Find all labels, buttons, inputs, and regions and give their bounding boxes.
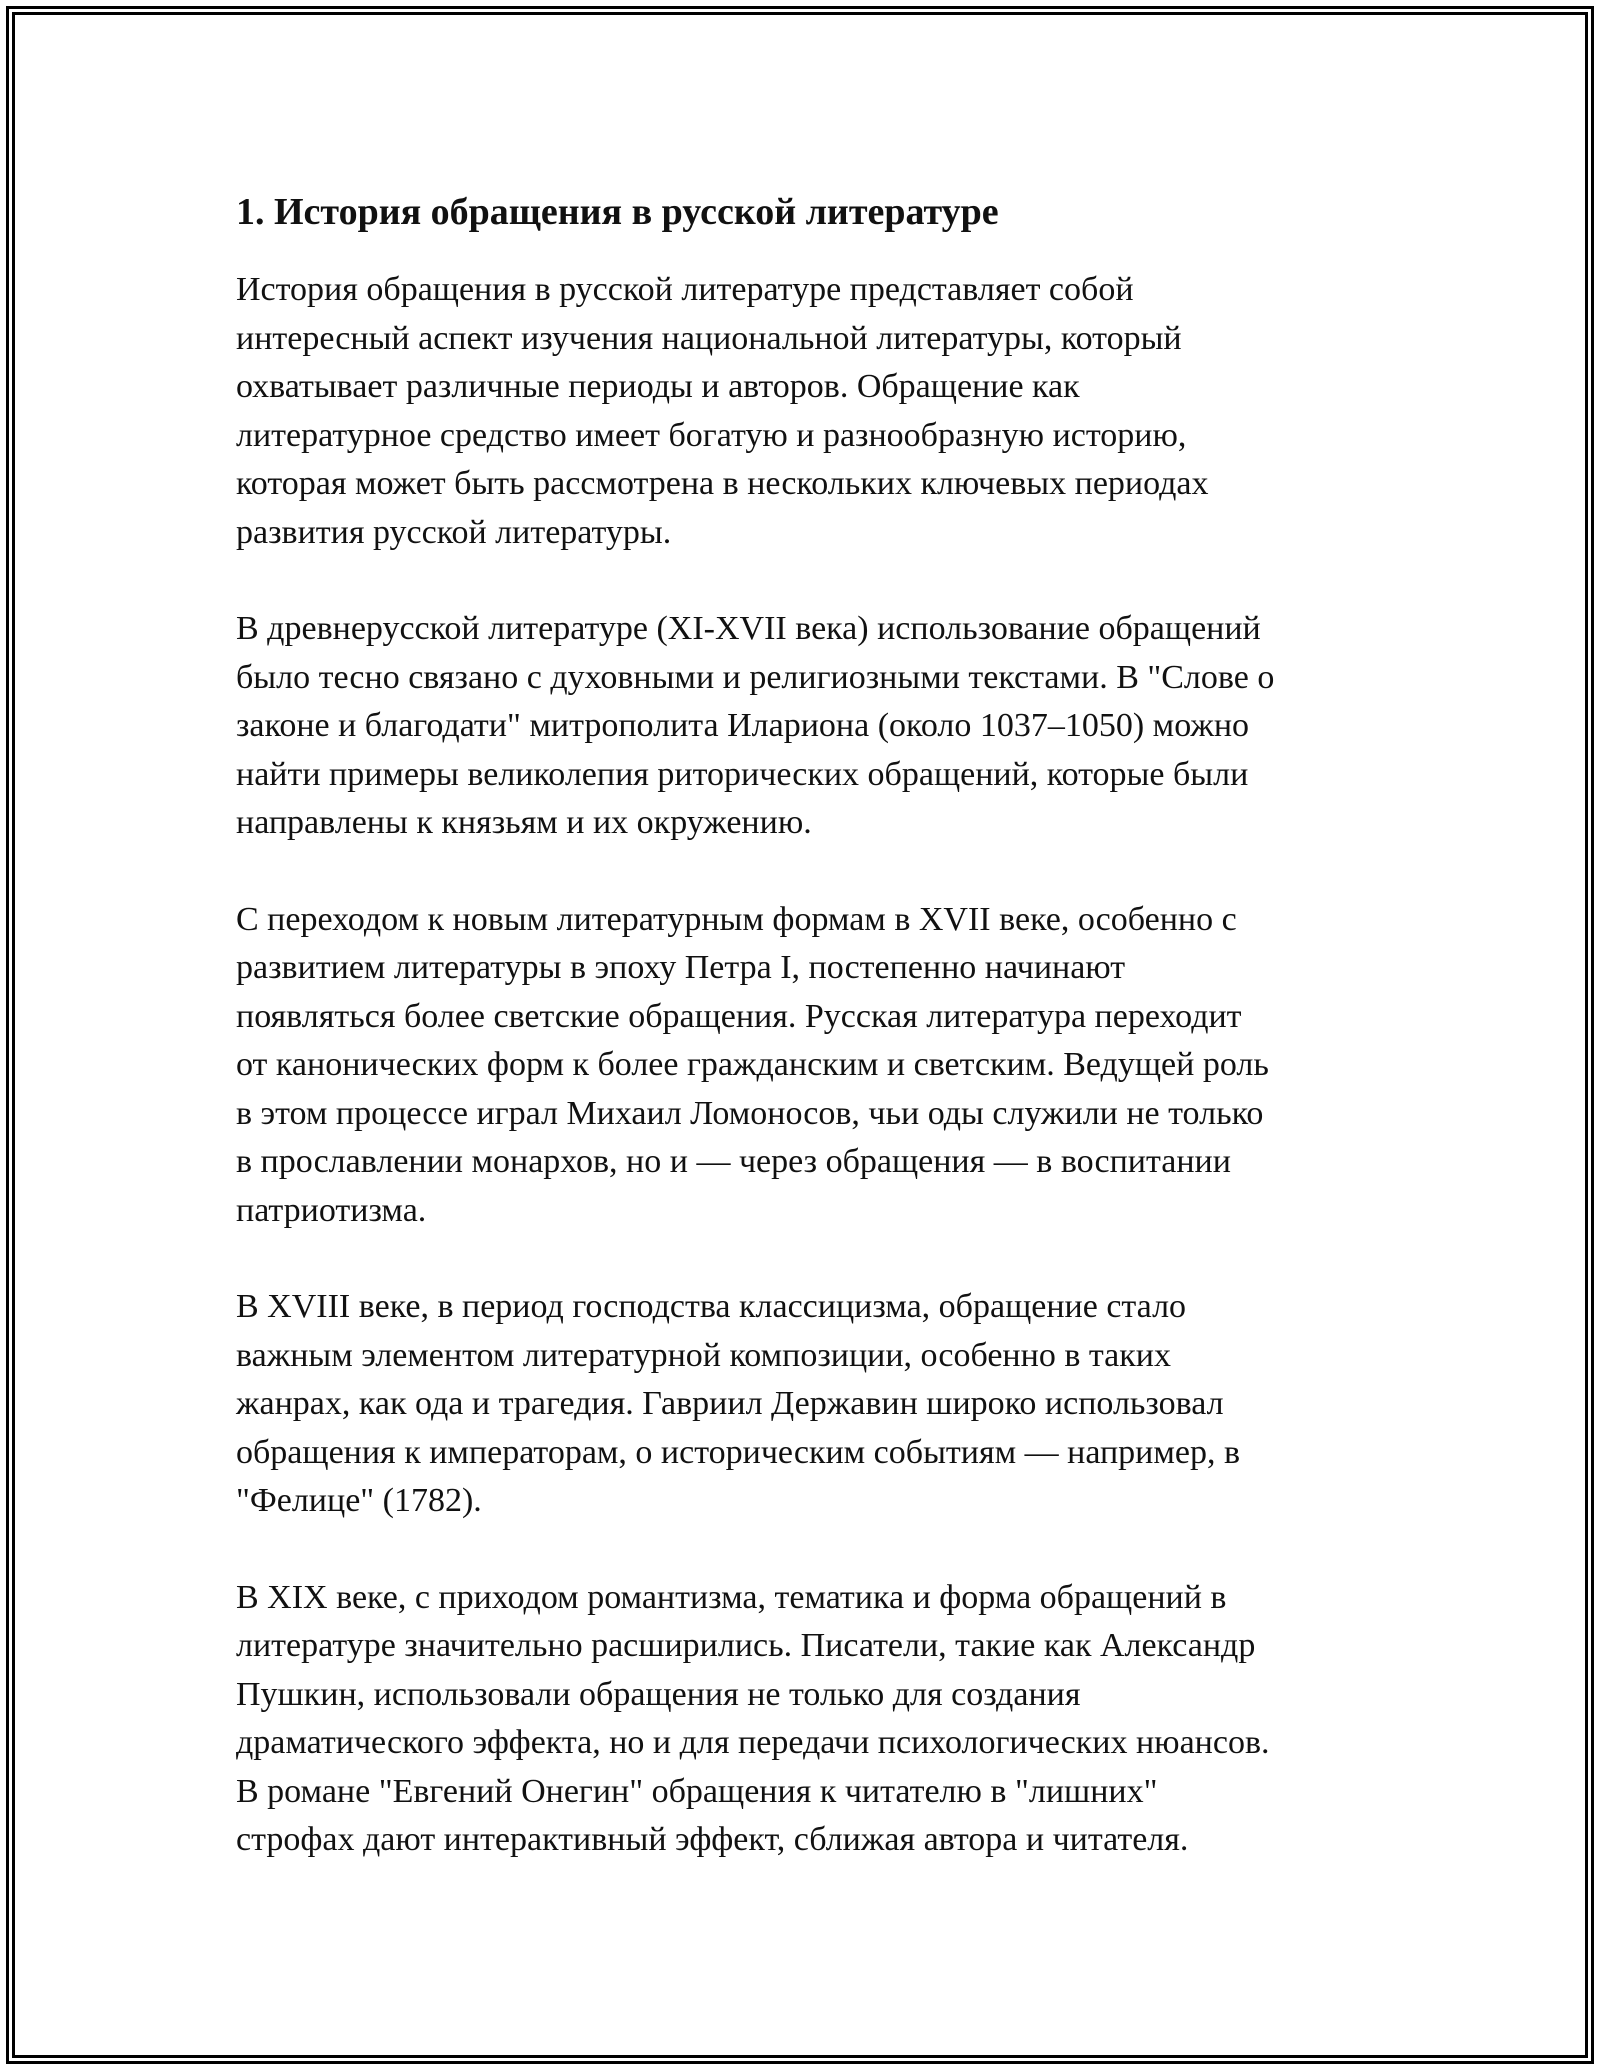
paragraph-old-russian: В древнерусской литературе (XI-XVII века) использование обращений было тесно связано с духовными и религиозными текстами. В "Слове о законе и благодати" митрополита Илариона (около 1037–1050) можно найти примеры великолепия риторических обращений, которые были направлены к князьям и их окружению. bbox=[236, 610, 1275, 841]
paragraph-intro: История обращения в русской литературе представляет собой интересный аспект изучения национальной литературы, который охватывает различные периоды и авторов. Обращение как литературное средство имеет богатую и разнообразную историю, которая может быть рассмотрена в нескольких ключевых периодах развития русской литературы. bbox=[236, 271, 1209, 551]
paragraph-classicism: В XVIII веке, в период господства классицизма, обращение стало важным элементом литературной композиции, особенно в таких жанрах, как ода и трагедия. Гавриил Державин широко использовал обращения к императорам, о историческим событиям — например, в "Фелице" (1782). bbox=[236, 1288, 1241, 1519]
section-heading: 1. История обращения в русской литературе bbox=[236, 191, 999, 233]
paragraph-romanticism: В XIX веке, с приходом романтизма, тематика и форма обращений в литературе значительно расширились. Писатели, такие как Александр Пушкин, использовали обращения не только для создания драматического эффекта, но и для передачи психологических нюансов. В романе "Евгений Онегин" обращения к читателю в "лишних" строфах дают интерактивный эффект, сближая автора и читателя. bbox=[236, 1578, 1270, 1858]
document-body bbox=[236, 188, 1366, 1913]
paragraph-peter-era: С переходом к новым литературным формам в XVII веке, особенно с развитием литературы в эпоху Петра I, постепенно начинают появляться более светские обращения. Русская литература переходит от канонических форм к более гражданским и светским. Ведущей роль в этом процессе играл Михаил Ломоносов, чьи оды служили не только в прославлении монархов, но и — через обращения — в воспитании патриотизма. bbox=[236, 900, 1269, 1229]
